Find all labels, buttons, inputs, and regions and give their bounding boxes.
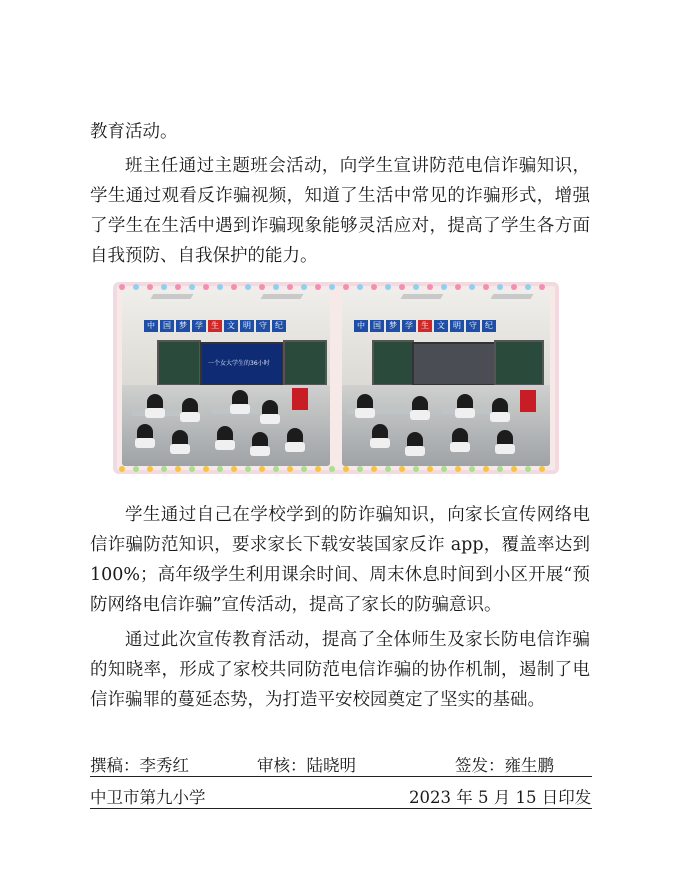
frame-dot [161,466,167,472]
frame-dot [539,466,545,472]
frame-dot [413,466,419,472]
frame-dot [343,284,349,290]
activity-photo-collage [113,282,559,474]
frame-dot [399,466,405,472]
video-screen [412,342,496,386]
frame-dot [329,466,335,472]
frame-dot [147,284,153,290]
frame-dot [133,466,139,472]
frame-dot [287,466,293,472]
frame-dot [217,466,223,472]
frame-dot [259,466,265,472]
frame-dot [357,466,363,472]
classroom-banner-right: 中 国 梦 学 生 文 明 守 纪 [354,320,496,332]
frame-dot [301,284,307,290]
frame-dot [259,284,265,290]
classroom-photo-left [122,290,330,466]
frame-dot [371,466,377,472]
classroom-banner-left: 中 国 梦 学 生 文 明 守 纪 [144,320,286,332]
frame-dot [161,284,167,290]
frame-dot [511,284,517,290]
frame-dot [385,466,391,472]
frame-dot [371,284,377,290]
frame-dot [385,284,391,290]
frame-dot [399,284,405,290]
frame-dot [231,466,237,472]
frame-dot [245,284,251,290]
frame-dot [441,466,447,472]
frame-dot [231,284,237,290]
projector-screen: 一个女大学生的36小时 [200,342,284,386]
frame-dot [427,466,433,472]
frame-dot [455,284,461,290]
frame-dot [525,466,531,472]
frame-dot [511,466,517,472]
frame-dot [273,466,279,472]
frame-dot [119,466,125,472]
frame-dot [147,466,153,472]
frame-dot [301,466,307,472]
issue-date: 2023 年 5 月 15 日印发 [409,788,592,807]
frame-dot [189,466,195,472]
divider-bottom [90,808,592,809]
frame-dot [413,284,419,290]
paragraph-intro-tail: 教育活动。 [90,122,178,142]
frame-dot [287,284,293,290]
frame-dot [315,466,321,472]
frame-dot [483,284,489,290]
frame-dot [483,466,489,472]
frame-dot [245,466,251,472]
classroom-photo-right [342,290,550,466]
frame-dot [329,284,335,290]
author-credit: 撰稿：李秀红 [90,756,189,775]
paragraph-conclusion: 通过此次宣传教育活动，提高了全体师生及家长防电信诈骗的知晓率，形成了家校共同防范电信诈骗的协作机制，遏制了电信诈骗罪的蔓延态势，为打造平安校园奠定了坚实的基础。 [90,630,590,710]
frame-dot [189,284,195,290]
frame-dot [273,284,279,290]
frame-dot [427,284,433,290]
issuer-credit: 签发：雍生鹏 [455,756,554,775]
reviewer-credit: 审核：陆晓明 [257,756,356,775]
school-name: 中卫市第九小学 [90,788,206,807]
frame-dot [203,284,209,290]
frame-dot [539,284,545,290]
frame-dot [217,284,223,290]
frame-dot [203,466,209,472]
frame-dot [525,284,531,290]
frame-dot [455,466,461,472]
frame-dot [175,284,181,290]
frame-dot [315,284,321,290]
frame-dot [441,284,447,290]
frame-dot [469,284,475,290]
frame-dot [497,466,503,472]
frame-dot [343,466,349,472]
divider-top [90,776,592,777]
paragraph-class-meeting: 班主任通过主题班会活动，向学生宣讲防范电信诈骗知识，学生通过观看反诈骗视频，知道了生活中常见的诈骗形式，增强了学生在生活中遇到诈骗现象能够灵活应对，提高了学生各方面自我预防、自我保护的能力。 [90,156,590,266]
paragraph-parent-outreach: 学生通过自己在学校学到的防诈骗知识，向家长宣传网络电信诈骗防范知识，要求家长下载安装国家反诈 app，覆盖率达到100%；高年级学生利用课余时间、周末休息时间到小区开展“预防网络电信诈骗”宣传活动，提高了家长的防骗意识。 [90,505,590,615]
frame-dot [357,284,363,290]
frame-dot [133,284,139,290]
frame-dot [497,284,503,290]
frame-dot [119,284,125,290]
frame-dot [469,466,475,472]
frame-dot [175,466,181,472]
